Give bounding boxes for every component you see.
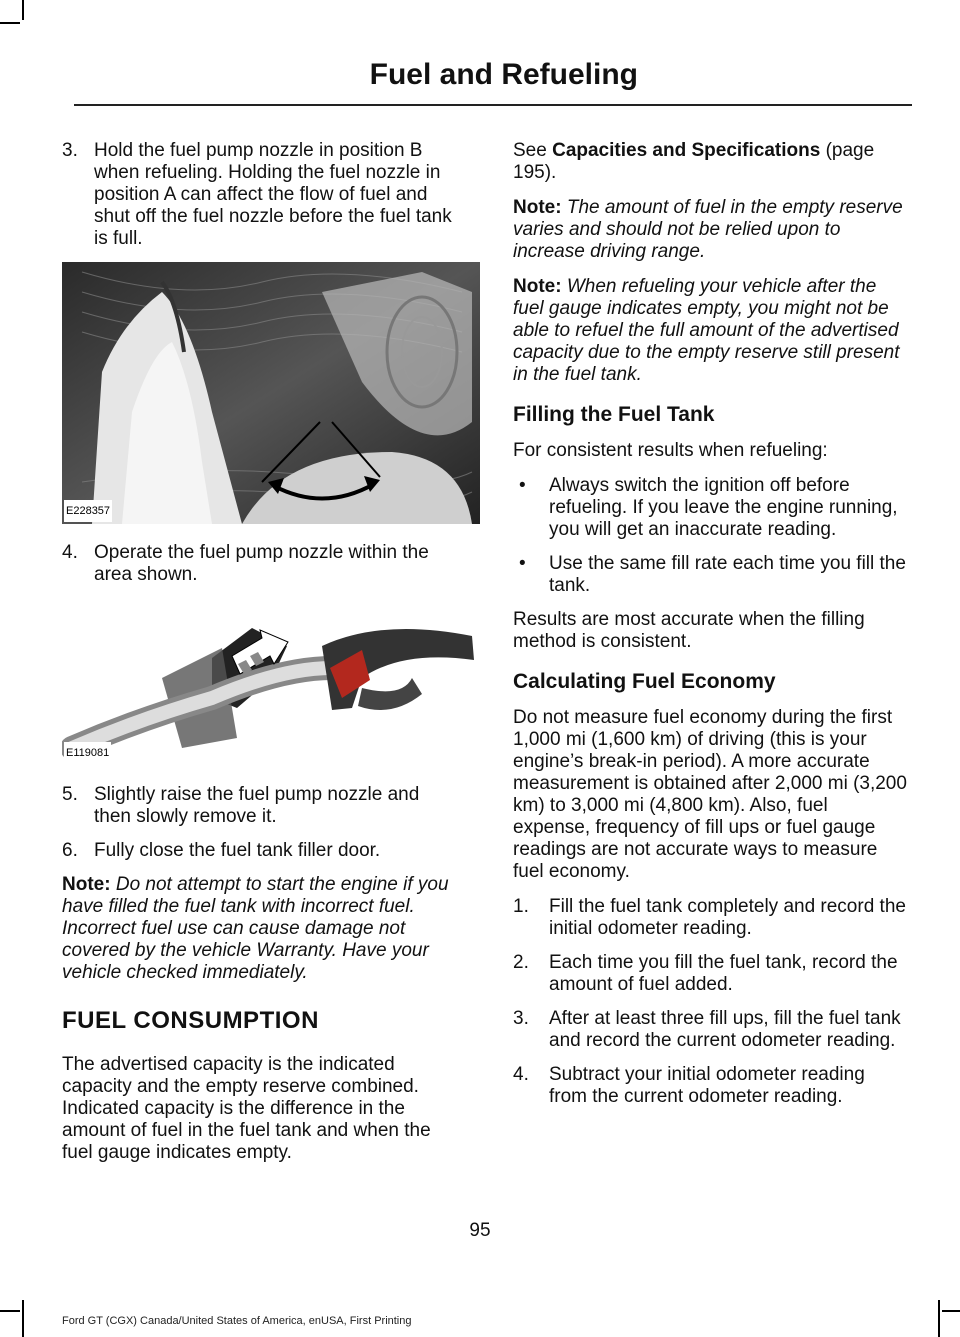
heading-filling-fuel-tank: Filling the Fuel Tank xyxy=(513,403,715,426)
note-text: Do not attempt to start the engine if you have filled the fuel tank with incorrect fuel. Incorrect fuel use can cause damage not covered by the vehicle Warranty. Have your vehicle checked immediately. xyxy=(62,874,449,983)
step-text: Hold the fuel pump nozzle in position B when refueling. Holding the fuel nozzle in position A can affect the flow of fuel and shut off the fuel nozzle before the fuel tank is full. xyxy=(94,140,452,249)
page-title: Fuel and Refueling xyxy=(369,58,638,91)
step-text: Operate the fuel pump nozzle within the area shown. xyxy=(94,542,429,585)
bullet-text: Use the same fill rate each time you fill the tank. xyxy=(549,553,906,596)
section-title-fuel-consumption: FUEL CONSUMPTION xyxy=(62,1007,319,1034)
step-number: 2. xyxy=(513,952,529,973)
step-text: Slightly raise the fuel pump nozzle and then slowly remove it. xyxy=(94,784,420,827)
step-6 xyxy=(62,840,452,862)
note-refuel-empty xyxy=(513,276,908,386)
step-text: Each time you fill the fuel tank, record the amount of fuel added. xyxy=(549,952,898,995)
see-suffix: (page 195). xyxy=(513,140,875,183)
bullet-text: Always switch the ignition off before refueling. If you leave the engine running, you will get an inaccurate reading. xyxy=(549,475,898,540)
step-number: 1. xyxy=(513,896,529,917)
step-text: Fully close the fuel tank filler door. xyxy=(94,840,381,861)
nozzle-area-illustration xyxy=(62,598,480,766)
figure-code: E228357 xyxy=(64,500,112,522)
step-5 xyxy=(62,784,452,828)
advertised-capacity-paragraph: The advertised capacity is the indicated capacity and the empty reserve combined. Indicated capacity is the difference in the amount of fuel in the fuel tank and when the fuel gauge indicates empty. xyxy=(62,1054,431,1163)
figure-code: E119081 xyxy=(64,742,111,764)
note-empty-reserve xyxy=(513,197,908,263)
crop-mark xyxy=(942,1310,960,1312)
note-incorrect-fuel xyxy=(62,874,452,984)
filling-intro: For consistent results when refueling: xyxy=(513,440,828,461)
step-text: Subtract your initial odometer reading from the current odometer reading. xyxy=(549,1064,865,1107)
right-column xyxy=(513,140,908,1120)
step-number: 4. xyxy=(513,1064,529,1085)
nozzle-position-illustration xyxy=(62,262,480,524)
step-number: 3. xyxy=(513,1008,529,1029)
calc-step-4 xyxy=(513,1064,908,1108)
crop-mark xyxy=(0,22,20,24)
step-number: 3. xyxy=(62,140,78,161)
title-divider xyxy=(74,104,912,106)
note-label: Note: xyxy=(513,197,562,218)
list-item xyxy=(513,553,908,597)
crop-mark xyxy=(22,1300,24,1337)
see-reference xyxy=(513,140,908,184)
calc-step-3 xyxy=(513,1008,908,1052)
crop-mark xyxy=(938,1300,940,1337)
step-text: Fill the fuel tank completely and record the initial odometer reading. xyxy=(549,896,906,939)
step-number: 5. xyxy=(62,784,78,805)
note-label: Note: xyxy=(62,874,111,895)
figure-nozzle-area xyxy=(62,598,480,766)
bullet-dot: • xyxy=(519,475,526,496)
step-3 xyxy=(62,140,452,250)
left-column xyxy=(62,140,452,1177)
bullet-dot: • xyxy=(519,553,526,574)
step-text: After at least three fill ups, fill the fuel tank and record the current odometer reading. xyxy=(549,1008,901,1051)
footer-imprint: Ford GT (CGX) Canada/United States of America, enUSA, First Printing xyxy=(62,1315,412,1327)
calc-step-1 xyxy=(513,896,908,940)
page-number: 95 xyxy=(469,1220,491,1241)
step-number: 4. xyxy=(62,542,78,563)
filling-outro: Results are most accurate when the filling method is consistent. xyxy=(513,609,865,652)
calc-paragraph: Do not measure fuel economy during the first 1,000 mi (1,600 km) of driving (this is your engine’s break-in period). A more accurate measurement is obtained after 2,000 mi (3,200 km) to 3,000 mi (4,800 km). Also, fuel expense, frequency of fill ups or fuel gauge readings are not accurate ways to measure fuel economy. xyxy=(513,707,907,882)
note-text: The amount of fuel in the empty reserve varies and should not be relied upon to increase driving range. xyxy=(513,197,903,262)
heading-calculating-fuel-economy: Calculating Fuel Economy xyxy=(513,670,776,693)
calc-step-2 xyxy=(513,952,908,996)
list-item xyxy=(513,475,908,541)
note-label: Note: xyxy=(513,276,562,297)
note-text: When refueling your vehicle after the fuel gauge indicates empty, you might not be able to refuel the full amount of the advertised capacity due to the empty reserve still present in the fuel tank. xyxy=(513,276,900,385)
crop-mark xyxy=(22,0,24,20)
capacities-link[interactable]: Capacities and Specifications xyxy=(552,140,821,161)
crop-mark xyxy=(0,1310,20,1312)
see-prefix: See xyxy=(513,140,553,161)
step-4 xyxy=(62,542,452,586)
step-number: 6. xyxy=(62,840,78,861)
figure-nozzle-position xyxy=(62,262,480,524)
